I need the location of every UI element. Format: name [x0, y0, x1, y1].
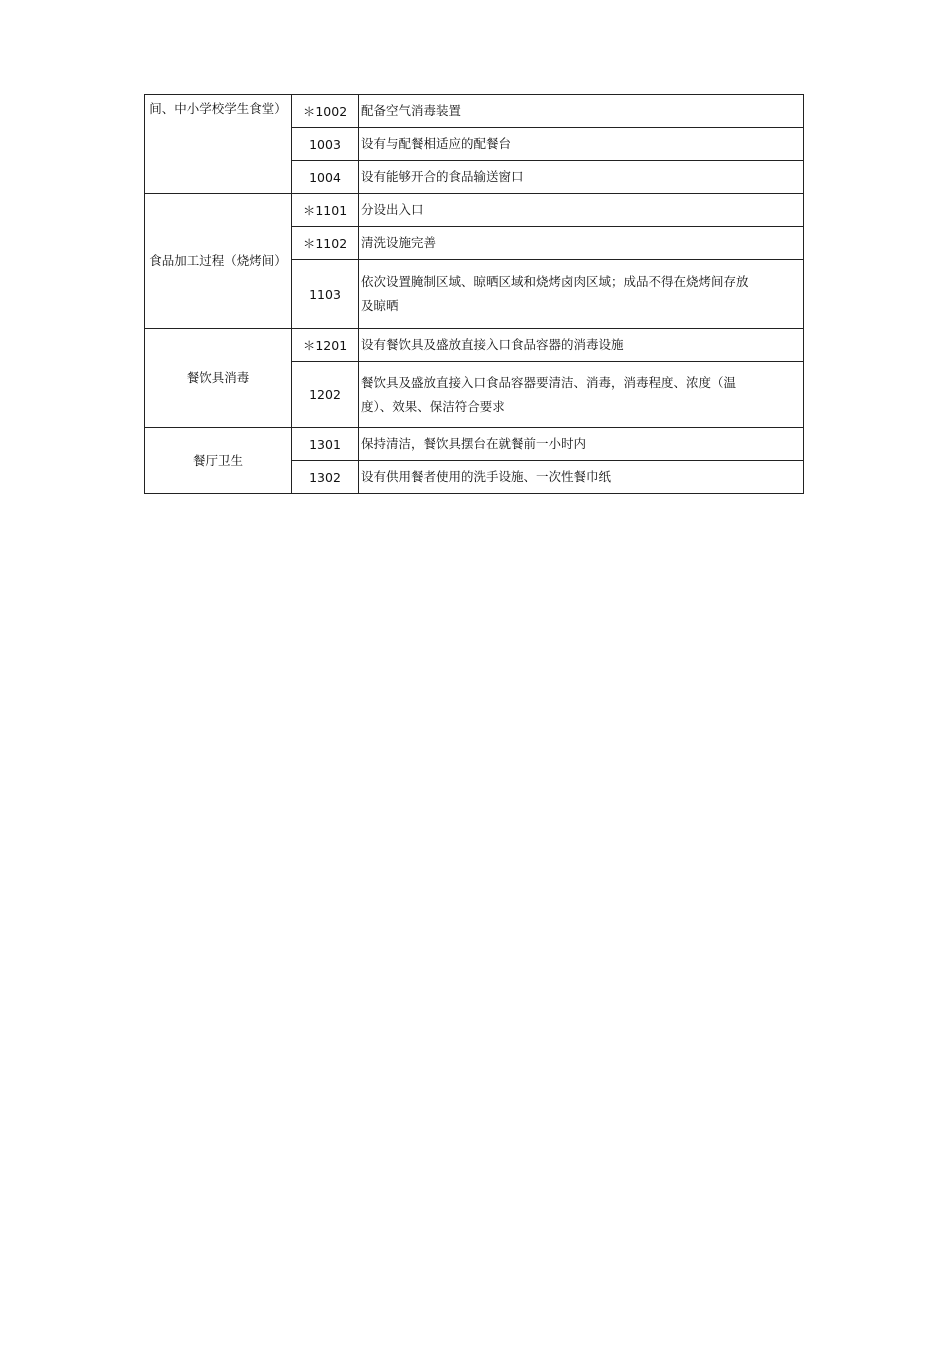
code-cell: ＊1201 — [292, 329, 359, 362]
item-cell — [359, 329, 804, 362]
category-label: 餐饮具消毒 — [186, 370, 250, 385]
item-text: 设有供用餐者使用的洗手设施、一次性餐巾纸 — [361, 469, 612, 484]
item-text: 配备空气消毒装置 — [361, 103, 462, 118]
code-cell: 1301 — [292, 428, 359, 461]
item-text: 设有能够开合的食品输送窗口 — [361, 169, 524, 184]
item-text: 分设出入口 — [361, 202, 424, 217]
category-label: 食品加工过程（烧烤间） — [149, 253, 287, 268]
item-cell — [359, 95, 804, 128]
table-row — [145, 329, 804, 362]
item-cell — [359, 128, 804, 161]
item-cell — [359, 194, 804, 227]
inspection-table — [144, 94, 804, 494]
code-cell: 1302 — [292, 461, 359, 494]
item-text: 设有与配餐相适应的配餐台 — [361, 136, 512, 151]
code-cell: ＊1101 — [292, 194, 359, 227]
code-cell: 1003 — [292, 128, 359, 161]
item-cell — [359, 428, 804, 461]
code-cell: 1202 — [292, 362, 359, 428]
category-label: 间、中小学校学生食堂） — [149, 101, 287, 116]
category-cell — [145, 95, 292, 194]
code-cell: 1103 — [292, 260, 359, 329]
item-text: 依次设置腌制区域、晾晒区域和烧烤卤肉区域；成品不得在烧烤间存放及晾晒 — [361, 274, 749, 313]
table-row — [145, 194, 804, 227]
item-text: 设有餐饮具及盛放直接入口食品容器的消毒设施 — [361, 337, 624, 352]
item-cell — [359, 362, 804, 428]
code-cell: ＊1002 — [292, 95, 359, 128]
item-cell — [359, 227, 804, 260]
item-cell — [359, 461, 804, 494]
item-text: 餐饮具及盛放直接入口食品容器要清洁、消毒，消毒程度、浓度（温度）、效果、保洁符合要求 — [361, 374, 737, 414]
item-text: 保持清洁，餐饮具摆台在就餐前一小时内 — [361, 436, 587, 451]
code-cell: ＊1102 — [292, 227, 359, 260]
category-cell — [145, 329, 292, 428]
code-cell: 1004 — [292, 161, 359, 194]
item-cell — [359, 161, 804, 194]
category-cell — [145, 194, 292, 329]
category-cell — [145, 428, 292, 494]
item-text: 清洗设施完善 — [361, 235, 437, 250]
table-row — [145, 428, 804, 461]
item-cell — [359, 260, 804, 329]
table-row — [145, 95, 804, 128]
category-label: 餐厅卫生 — [192, 452, 243, 468]
